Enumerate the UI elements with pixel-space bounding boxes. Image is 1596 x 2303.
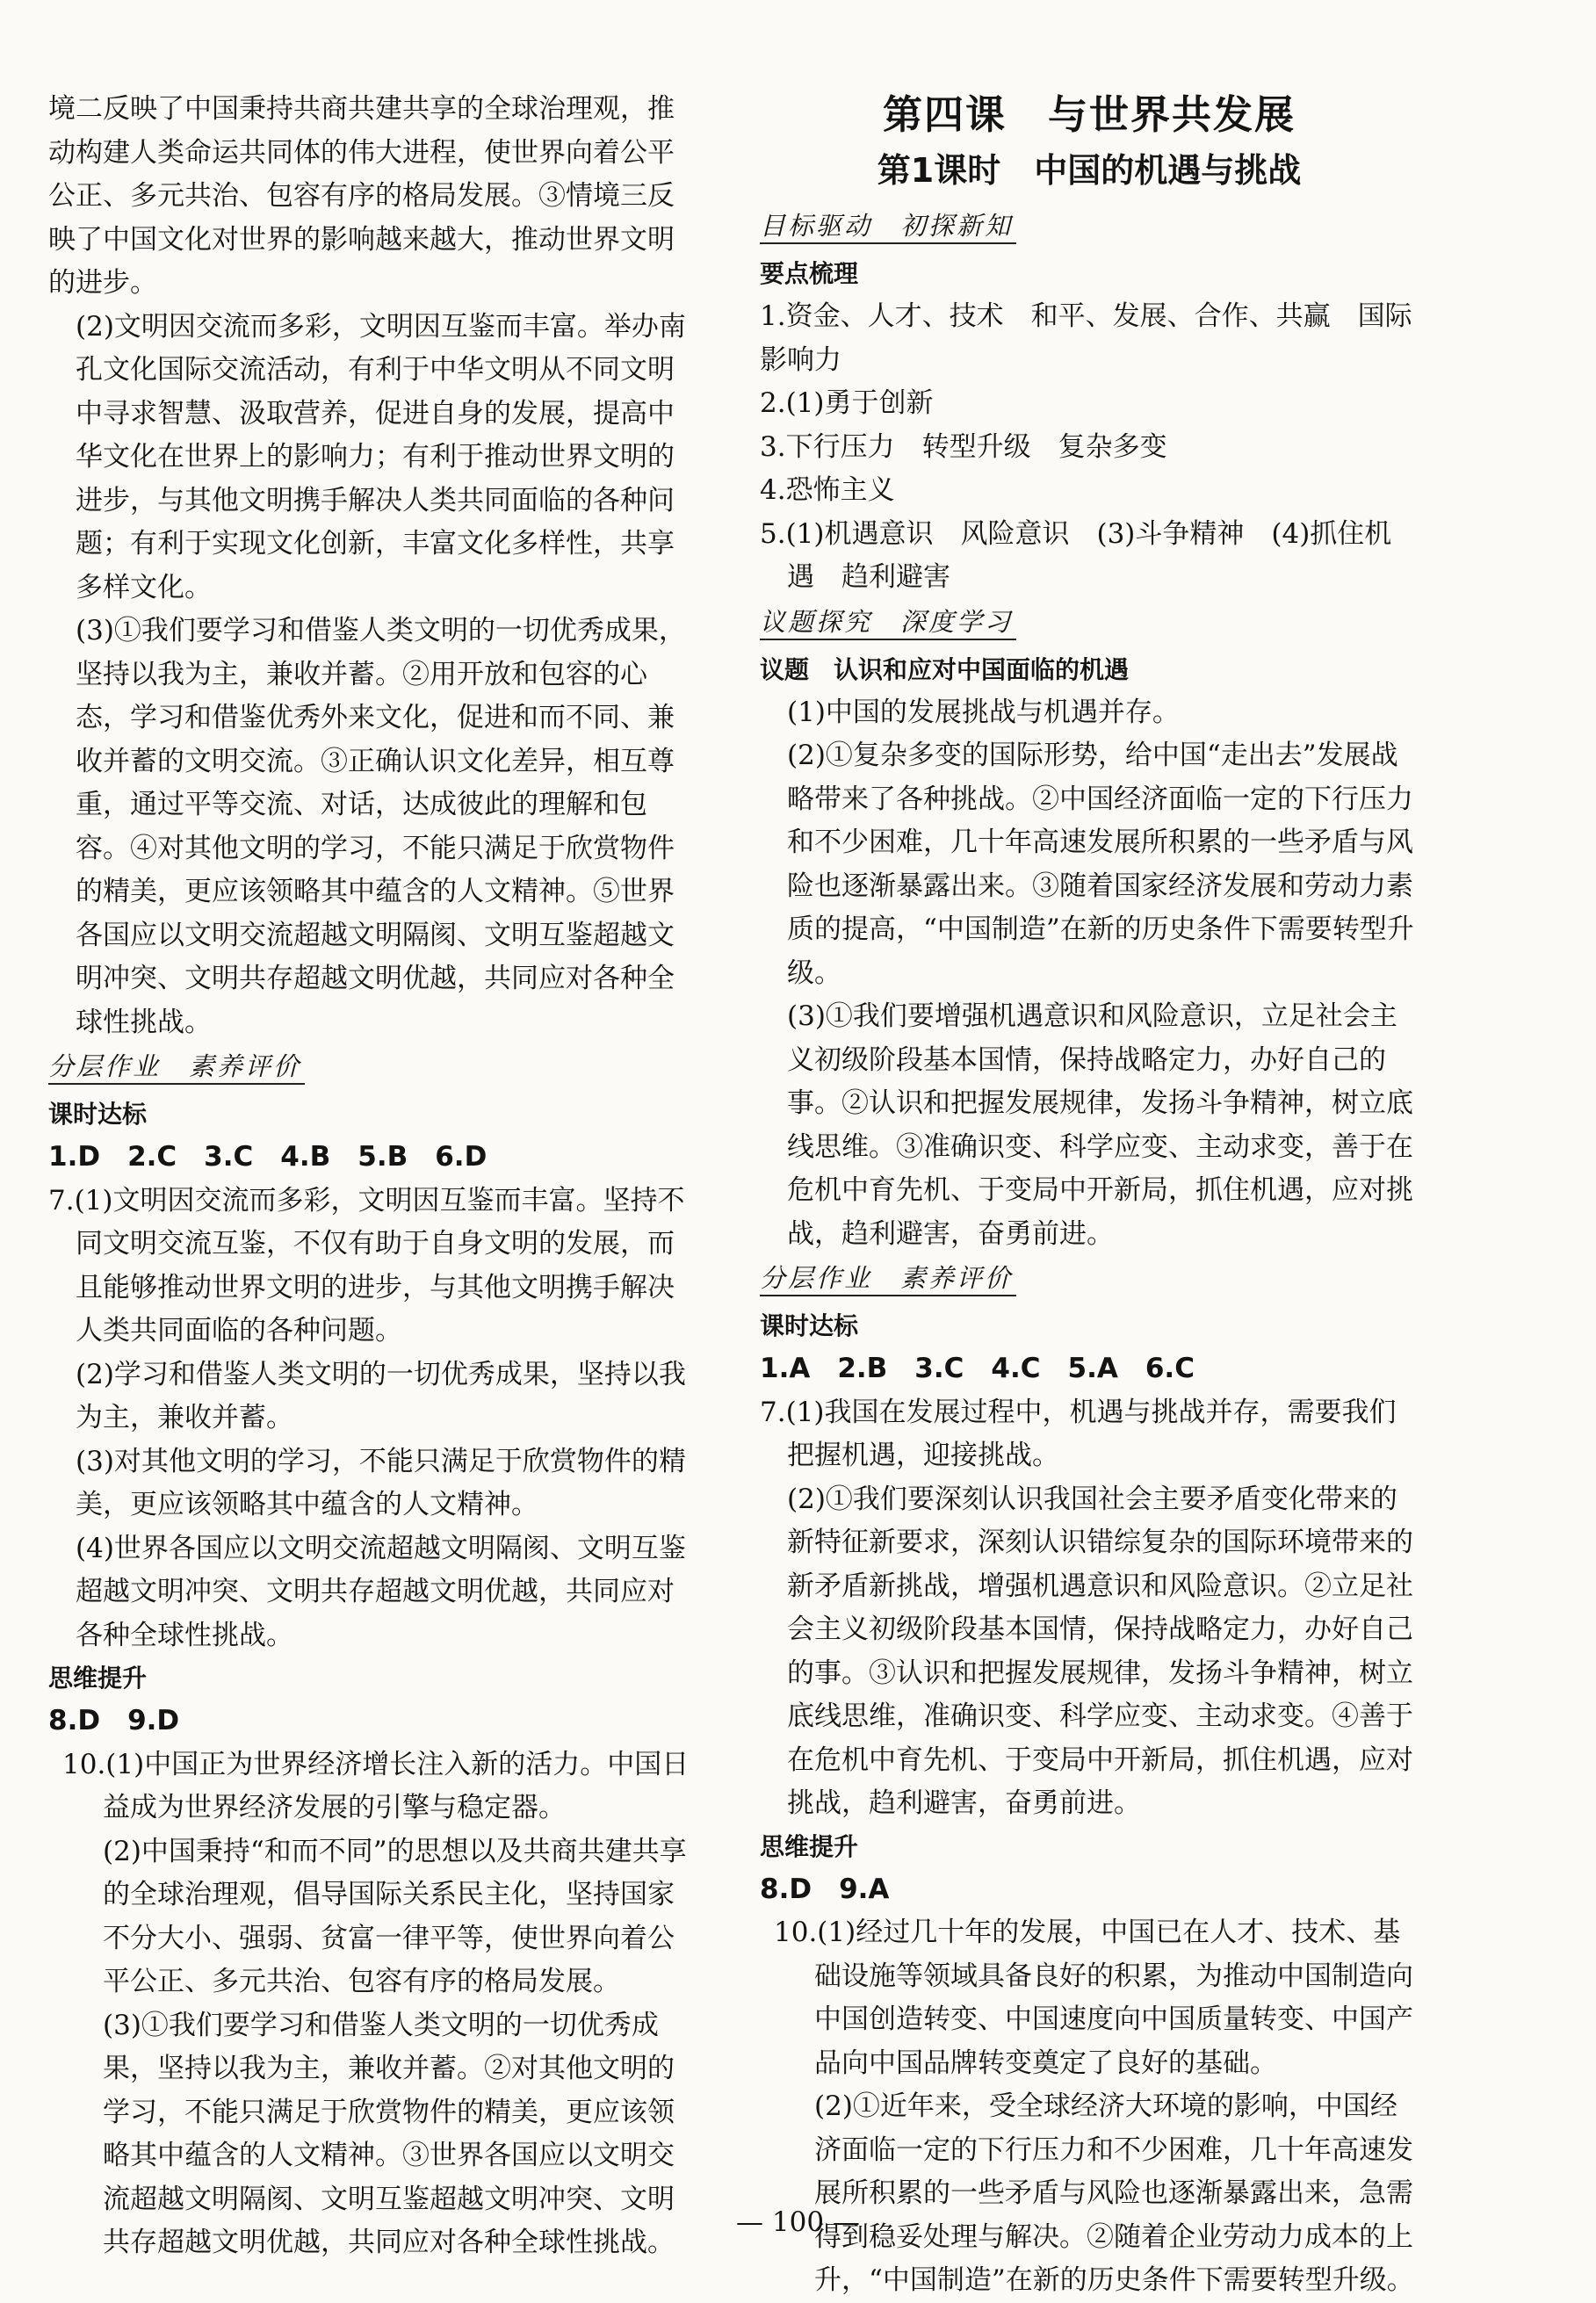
topic-title: 议题 认识和应对中国面临的机遇 <box>760 654 1130 684</box>
answer-line: 3.下行压力 转型升级 复杂多变 <box>760 430 1167 463</box>
section-header: 分层作业 素养评价 <box>760 1263 1016 1296</box>
section-header: 分层作业 素养评价 <box>48 1051 305 1085</box>
answer-item: 10.(1)经过几十年的发展，中国已在人才、技术、基础设施等领域具备良好的积累，为推动中国制造向中国创造转变、中国速度向中国质量转变、中国产品向中国品牌转变奠定了良好的基础。 <box>774 1917 1413 2079</box>
answer-line: 8.D 9.A <box>760 1873 890 1905</box>
subsection-title: 要点梳理 <box>760 259 859 288</box>
answer-line: 2.(1)勇于创新 <box>760 387 934 419</box>
page-number: — 100 — <box>736 2206 860 2238</box>
subsection-title: 思维提升 <box>760 1831 859 1861</box>
paragraph: (2)文明因交流而多彩，文明因互鉴而丰富。举办南孔文化国际交流活动，有利于中华文明从不同文明中寻求智慧、汲取营养，促进自身的发展，提高中华文化在世界上的影响力；有利于推动世界文明的进步，与其他文明携手解决人类共同面临的各种问题；有利于实现文化创新，丰富文化多样性，共享多样文化。 <box>76 310 686 603</box>
answer-item: (2)①复杂多变的国际形势，给中国“走出去”发展战略带来了各种挑战。②中国经济面临一定的下行压力和不少困难，几十年高速发展所积累的一些矛盾与风险也逐渐暴露出来。③随着国家经济发展和劳动力素质的提高，“中国制造”在新的历史条件下需要转型升级。 <box>787 740 1414 989</box>
answer-item: (4)世界各国应以文明交流超越文明隔阂、文明互鉴超越文明冲突、文明共存超越文明优越，共同应对各种全球性挑战。 <box>76 1532 686 1651</box>
section-header: 议题探究 深度学习 <box>760 607 1016 640</box>
answer-line: 4.恐怖主义 <box>760 474 895 506</box>
answer-line: 1.资金、人才、技术 和平、发展、合作、共赢 国际影响力 <box>760 300 1412 376</box>
answer-line: 1.A 2.B 3.C 4.C 5.A 6.C <box>760 1353 1195 1384</box>
lesson-title: 第四课 与世界共发展 <box>882 91 1296 138</box>
answer-line: 1.D 2.C 3.C 4.B 5.B 6.D <box>48 1141 487 1173</box>
answer-item: (2)学习和借鉴人类文明的一切优秀成果，坚持以我为主，兼收并蓄。 <box>76 1358 686 1433</box>
answer-item: (2)①我们要深刻认识我国社会主要矛盾变化带来的新特征新要求，深刻认识错综复杂的国际环境带来的新矛盾新挑战，增强机遇意识和风险意识。②立足社会主义初级阶段基本国情，保持战略定力，办好自己的事。③认识和把握发展规律，发扬斗争精神，树立底线思维，准确识变、科学应变、主动求变。④善于在危机中育先机、于变局中开新局，抓住机遇，应对挑战，趋利避害，奋勇前进。 <box>787 1483 1413 1819</box>
subsection-title: 课时达标 <box>48 1100 148 1129</box>
answer-line: 8.D 9.D <box>48 1705 180 1736</box>
right-column <box>760 88 1419 2303</box>
section-header: 目标驱动 初探新知 <box>760 211 1016 244</box>
answer-item: 7.(1)文明因交流而多彩，文明因互鉴而丰富。坚持不同文明交流互鉴，不仅有助于自身文明的发展，而且能够推动世界文明的进步，与其他文明携手解决人类共同面临的各种问题。 <box>48 1184 685 1346</box>
answer-item: (3)①我们要增强机遇意识和风险意识，立足社会主义初级阶段基本国情，保持战略定力，办好自己的事。②认识和把握发展规律，发扬斗争精神，树立底线思维。③准确识变、科学应变、主动求变，善于在危机中育先机、于变局中开新局，抓住机遇，应对挑战，趋利避害，奋勇前进。 <box>787 1000 1413 1250</box>
answer-item: (3)①我们要学习和借鉴人类文明的一切优秀成果，坚持以我为主，兼收并蓄。②对其他文明的学习，不能只满足于欣赏物件的精美，更应该领略其中蕴含的人文精神。③世界各国应以文明交流超越文明隔阂、文明互鉴超越文明冲突、文明共存超越文明优越，共同应对各种全球性挑战。 <box>103 2009 675 2258</box>
paragraph: 境二反映了中国秉持共商共建共享的全球治理观，推动构建人类命运共同体的伟大进程，使世界向着公平公正、多元共治、包容有序的格局发展。③情境三反映了中国文化对世界的影响越来越大，推动世界文明的进步。 <box>48 93 675 299</box>
answer-item: (3)对其他文明的学习，不能只满足于欣赏物件的精美，更应该领略其中蕴含的人文精神。 <box>76 1445 686 1520</box>
left-column <box>48 88 698 2265</box>
answer-item: (2)中国秉持“和而不同”的思想以及共商共建共享的全球治理观，倡导国际关系民主化，坚持国家不分大小、强弱、贫富一律平等，使世界向着公平公正、多元共治、包容有序的格局发展。 <box>103 1835 687 1997</box>
answer-item: 10.(1)中国正为世界经济增长注入新的活力。中国日益成为世界经济发展的引擎与稳定器。 <box>62 1748 690 1823</box>
subsection-title: 思维提升 <box>48 1664 148 1693</box>
paragraph: (3)①我们要学习和借鉴人类文明的一切优秀成果，坚持以我为主，兼收并蓄。②用开放和包容的心态，学习和借鉴优秀外来文化，促进和而不同、兼收并蓄的文明交流。③正确认识文化差异，相互尊重，通过平等交流、对话，达成彼此的理解和包容。④对其他文明的学习，不能只满足于欣赏物件的精美，更应该领略其中蕴含的人文精神。⑤世界各国应以文明交流超越文明隔阂、文明互鉴超越文明冲突、文明共存超越文明优越，共同应对各种全球性挑战。 <box>76 615 686 1038</box>
answer-line: 5.(1)机遇意识 风险意识 (3)斗争精神 (4)抓住机遇 趋利避害 <box>760 517 1392 593</box>
answer-item: (2)①近年来，受全球经济大环境的影响，中国经济面临一定的下行压力和不少困难，几十年高速发展所积累的一些矛盾与风险也逐渐暴露出来，急需得到稳妥处理与解决。②随着企业劳动力成本的上升，“中国制造”在新的历史条件下需要转型升级。 <box>814 2090 1414 2296</box>
subsection-title: 课时达标 <box>760 1311 859 1340</box>
answer-item: (1)中国的发展挑战与机遇并存。 <box>787 696 1180 728</box>
answer-item: 7.(1)我国在发展过程中，机遇与挑战并存，需要我们把握机遇，迎接挑战。 <box>760 1396 1397 1471</box>
lesson-subtitle: 第1课时 中国的机遇与挑战 <box>877 151 1302 190</box>
